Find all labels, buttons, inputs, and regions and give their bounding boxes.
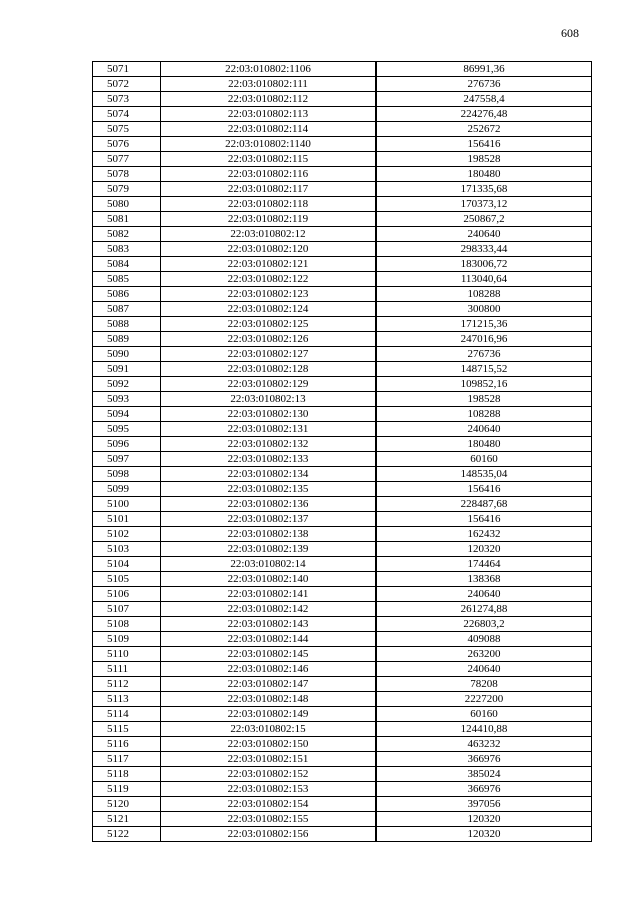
value-cell: 228487,68	[376, 497, 592, 512]
cadastral-number-cell: 22:03:010802:114	[161, 122, 377, 137]
table-row	[93, 272, 592, 287]
cadastral-number-cell: 22:03:010802:125	[161, 317, 377, 332]
table-row	[93, 812, 592, 827]
value-cell: 263200	[376, 647, 592, 662]
value-cell: 366976	[376, 752, 592, 767]
table-row	[93, 152, 592, 167]
table-row	[93, 407, 592, 422]
cadastral-number-cell: 22:03:010802:150	[161, 737, 377, 752]
table-row	[93, 212, 592, 227]
table-row	[93, 197, 592, 212]
value-cell: 156416	[376, 137, 592, 152]
row-number-cell: 5099	[93, 482, 161, 497]
cadastral-number-cell: 22:03:010802:128	[161, 362, 377, 377]
table-row	[93, 752, 592, 767]
table-body	[93, 62, 592, 842]
cadastral-number-cell: 22:03:010802:126	[161, 332, 377, 347]
table-row	[93, 797, 592, 812]
cadastral-number-cell: 22:03:010802:153	[161, 782, 377, 797]
table-row	[93, 167, 592, 182]
value-cell: 113040,64	[376, 272, 592, 287]
table-row	[93, 647, 592, 662]
row-number-cell: 5071	[93, 62, 161, 77]
cadastral-number-cell: 22:03:010802:127	[161, 347, 377, 362]
value-cell: 109852,16	[376, 377, 592, 392]
table-row	[93, 467, 592, 482]
row-number-cell: 5100	[93, 497, 161, 512]
value-cell: 148715,52	[376, 362, 592, 377]
cadastral-number-cell: 22:03:010802:129	[161, 377, 377, 392]
row-number-cell: 5084	[93, 257, 161, 272]
cadastral-number-cell: 22:03:010802:1106	[161, 62, 377, 77]
cadastral-number-cell: 22:03:010802:13	[161, 392, 377, 407]
table-row	[93, 707, 592, 722]
value-cell: 124410,88	[376, 722, 592, 737]
row-number-cell: 5107	[93, 602, 161, 617]
cadastral-number-cell: 22:03:010802:120	[161, 242, 377, 257]
row-number-cell: 5089	[93, 332, 161, 347]
row-number-cell: 5091	[93, 362, 161, 377]
table-row	[93, 302, 592, 317]
row-number-cell: 5075	[93, 122, 161, 137]
cadastral-number-cell: 22:03:010802:139	[161, 542, 377, 557]
value-cell: 252672	[376, 122, 592, 137]
value-cell: 171335,68	[376, 182, 592, 197]
table-row	[93, 242, 592, 257]
value-cell: 162432	[376, 527, 592, 542]
page-number: 608	[561, 26, 579, 40]
value-cell: 261274,88	[376, 602, 592, 617]
table-row	[93, 602, 592, 617]
table-row	[93, 512, 592, 527]
table-row	[93, 437, 592, 452]
table-row	[93, 617, 592, 632]
row-number-cell: 5083	[93, 242, 161, 257]
table-row	[93, 767, 592, 782]
row-number-cell: 5108	[93, 617, 161, 632]
row-number-cell: 5104	[93, 557, 161, 572]
row-number-cell: 5106	[93, 587, 161, 602]
cadastral-number-cell: 22:03:010802:147	[161, 677, 377, 692]
table-row	[93, 722, 592, 737]
value-cell: 366976	[376, 782, 592, 797]
cadastral-number-cell: 22:03:010802:155	[161, 812, 377, 827]
data-table	[92, 61, 592, 842]
value-cell: 148535,04	[376, 467, 592, 482]
row-number-cell: 5117	[93, 752, 161, 767]
value-cell: 156416	[376, 512, 592, 527]
table-row	[93, 542, 592, 557]
row-number-cell: 5082	[93, 227, 161, 242]
cadastral-number-cell: 22:03:010802:111	[161, 77, 377, 92]
value-cell: 120320	[376, 827, 592, 842]
table-row	[93, 482, 592, 497]
row-number-cell: 5109	[93, 632, 161, 647]
row-number-cell: 5094	[93, 407, 161, 422]
row-number-cell: 5093	[93, 392, 161, 407]
value-cell: 276736	[376, 77, 592, 92]
value-cell: 198528	[376, 152, 592, 167]
cadastral-number-cell: 22:03:010802:140	[161, 572, 377, 587]
row-number-cell: 5122	[93, 827, 161, 842]
table-row	[93, 332, 592, 347]
value-cell: 60160	[376, 707, 592, 722]
table-row	[93, 422, 592, 437]
value-cell: 247558,4	[376, 92, 592, 107]
cadastral-number-cell: 22:03:010802:131	[161, 422, 377, 437]
value-cell: 240640	[376, 587, 592, 602]
row-number-cell: 5111	[93, 662, 161, 677]
table-row	[93, 392, 592, 407]
table-row	[93, 362, 592, 377]
value-cell: 183006,72	[376, 257, 592, 272]
value-cell: 240640	[376, 422, 592, 437]
cadastral-number-cell: 22:03:010802:133	[161, 452, 377, 467]
row-number-cell: 5092	[93, 377, 161, 392]
value-cell: 463232	[376, 737, 592, 752]
value-cell: 198528	[376, 392, 592, 407]
table-row	[93, 737, 592, 752]
value-cell: 86991,36	[376, 62, 592, 77]
row-number-cell: 5078	[93, 167, 161, 182]
value-cell: 180480	[376, 167, 592, 182]
row-number-cell: 5112	[93, 677, 161, 692]
cadastral-number-cell: 22:03:010802:130	[161, 407, 377, 422]
row-number-cell: 5119	[93, 782, 161, 797]
cadastral-number-cell: 22:03:010802:132	[161, 437, 377, 452]
row-number-cell: 5077	[93, 152, 161, 167]
row-number-cell: 5110	[93, 647, 161, 662]
cadastral-number-cell: 22:03:010802:118	[161, 197, 377, 212]
cadastral-number-cell: 22:03:010802:14	[161, 557, 377, 572]
cadastral-number-cell: 22:03:010802:135	[161, 482, 377, 497]
cadastral-number-cell: 22:03:010802:12	[161, 227, 377, 242]
data-table-container	[92, 61, 592, 842]
value-cell: 224276,48	[376, 107, 592, 122]
cadastral-number-cell: 22:03:010802:124	[161, 302, 377, 317]
row-number-cell: 5113	[93, 692, 161, 707]
value-cell: 298333,44	[376, 242, 592, 257]
cadastral-number-cell: 22:03:010802:156	[161, 827, 377, 842]
value-cell: 108288	[376, 407, 592, 422]
cadastral-number-cell: 22:03:010802:154	[161, 797, 377, 812]
table-row	[93, 632, 592, 647]
cadastral-number-cell: 22:03:010802:138	[161, 527, 377, 542]
row-number-cell: 5121	[93, 812, 161, 827]
value-cell: 240640	[376, 227, 592, 242]
row-number-cell: 5118	[93, 767, 161, 782]
value-cell: 397056	[376, 797, 592, 812]
value-cell: 171215,36	[376, 317, 592, 332]
cadastral-number-cell: 22:03:010802:115	[161, 152, 377, 167]
cadastral-number-cell: 22:03:010802:143	[161, 617, 377, 632]
row-number-cell: 5105	[93, 572, 161, 587]
table-row	[93, 557, 592, 572]
cadastral-number-cell: 22:03:010802:136	[161, 497, 377, 512]
table-row	[93, 287, 592, 302]
cadastral-number-cell: 22:03:010802:121	[161, 257, 377, 272]
cadastral-number-cell: 22:03:010802:1140	[161, 137, 377, 152]
row-number-cell: 5102	[93, 527, 161, 542]
row-number-cell: 5115	[93, 722, 161, 737]
table-row	[93, 662, 592, 677]
table-row	[93, 497, 592, 512]
row-number-cell: 5095	[93, 422, 161, 437]
value-cell: 300800	[376, 302, 592, 317]
value-cell: 120320	[376, 542, 592, 557]
row-number-cell: 5103	[93, 542, 161, 557]
table-row	[93, 137, 592, 152]
table-row	[93, 692, 592, 707]
cadastral-number-cell: 22:03:010802:116	[161, 167, 377, 182]
table-row	[93, 587, 592, 602]
row-number-cell: 5114	[93, 707, 161, 722]
table-row	[93, 122, 592, 137]
value-cell: 180480	[376, 437, 592, 452]
value-cell: 240640	[376, 662, 592, 677]
table-row	[93, 257, 592, 272]
row-number-cell: 5120	[93, 797, 161, 812]
cadastral-number-cell: 22:03:010802:141	[161, 587, 377, 602]
value-cell: 78208	[376, 677, 592, 692]
cadastral-number-cell: 22:03:010802:113	[161, 107, 377, 122]
value-cell: 138368	[376, 572, 592, 587]
value-cell: 247016,96	[376, 332, 592, 347]
table-row	[93, 107, 592, 122]
table-row	[93, 527, 592, 542]
table-row	[93, 572, 592, 587]
cadastral-number-cell: 22:03:010802:151	[161, 752, 377, 767]
value-cell: 120320	[376, 812, 592, 827]
cadastral-number-cell: 22:03:010802:145	[161, 647, 377, 662]
row-number-cell: 5086	[93, 287, 161, 302]
row-number-cell: 5096	[93, 437, 161, 452]
row-number-cell: 5085	[93, 272, 161, 287]
row-number-cell: 5073	[93, 92, 161, 107]
row-number-cell: 5074	[93, 107, 161, 122]
cadastral-number-cell: 22:03:010802:134	[161, 467, 377, 482]
table-row	[93, 92, 592, 107]
value-cell: 2227200	[376, 692, 592, 707]
value-cell: 108288	[376, 287, 592, 302]
table-row	[93, 452, 592, 467]
table-row	[93, 77, 592, 92]
value-cell: 409088	[376, 632, 592, 647]
row-number-cell: 5090	[93, 347, 161, 362]
value-cell: 170373,12	[376, 197, 592, 212]
table-row	[93, 377, 592, 392]
row-number-cell: 5097	[93, 452, 161, 467]
cadastral-number-cell: 22:03:010802:15	[161, 722, 377, 737]
cadastral-number-cell: 22:03:010802:117	[161, 182, 377, 197]
value-cell: 156416	[376, 482, 592, 497]
table-row	[93, 182, 592, 197]
cadastral-number-cell: 22:03:010802:142	[161, 602, 377, 617]
value-cell: 276736	[376, 347, 592, 362]
cadastral-number-cell: 22:03:010802:122	[161, 272, 377, 287]
cadastral-number-cell: 22:03:010802:119	[161, 212, 377, 227]
value-cell: 250867,2	[376, 212, 592, 227]
row-number-cell: 5098	[93, 467, 161, 482]
value-cell: 385024	[376, 767, 592, 782]
cadastral-number-cell: 22:03:010802:152	[161, 767, 377, 782]
table-row	[93, 347, 592, 362]
row-number-cell: 5080	[93, 197, 161, 212]
value-cell: 60160	[376, 452, 592, 467]
cadastral-number-cell: 22:03:010802:123	[161, 287, 377, 302]
table-row	[93, 62, 592, 77]
row-number-cell: 5072	[93, 77, 161, 92]
value-cell: 174464	[376, 557, 592, 572]
row-number-cell: 5101	[93, 512, 161, 527]
row-number-cell: 5079	[93, 182, 161, 197]
row-number-cell: 5116	[93, 737, 161, 752]
cadastral-number-cell: 22:03:010802:146	[161, 662, 377, 677]
table-row	[93, 782, 592, 797]
cadastral-number-cell: 22:03:010802:144	[161, 632, 377, 647]
row-number-cell: 5081	[93, 212, 161, 227]
table-row	[93, 227, 592, 242]
cadastral-number-cell: 22:03:010802:137	[161, 512, 377, 527]
cadastral-number-cell: 22:03:010802:112	[161, 92, 377, 107]
table-row	[93, 827, 592, 842]
row-number-cell: 5088	[93, 317, 161, 332]
value-cell: 226803,2	[376, 617, 592, 632]
cadastral-number-cell: 22:03:010802:149	[161, 707, 377, 722]
row-number-cell: 5087	[93, 302, 161, 317]
cadastral-number-cell: 22:03:010802:148	[161, 692, 377, 707]
table-row	[93, 677, 592, 692]
row-number-cell: 5076	[93, 137, 161, 152]
table-row	[93, 317, 592, 332]
